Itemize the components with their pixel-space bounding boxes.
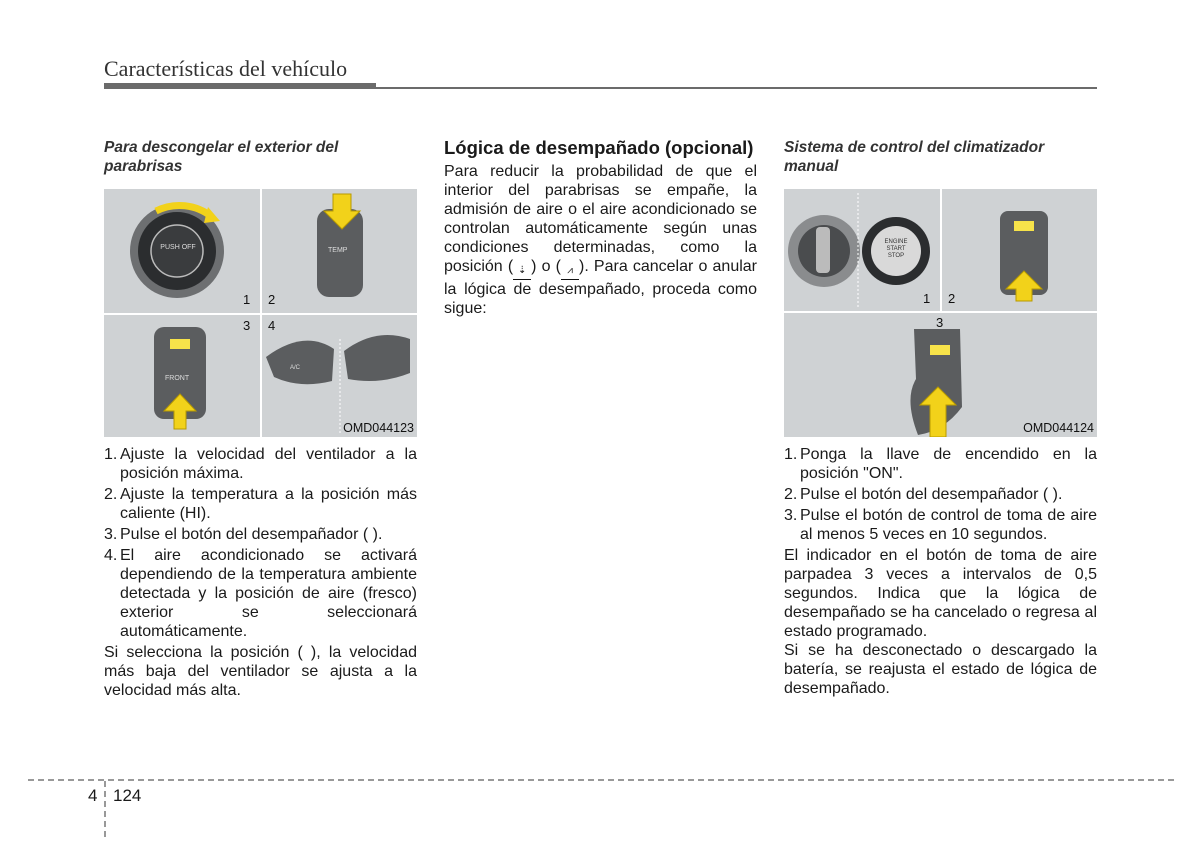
list-item: 1. Ajuste la velocidad del ventilador a la posición máxima. — [104, 446, 417, 482]
knob-label: PUSH OFF — [160, 244, 196, 251]
panel-divider — [104, 313, 417, 315]
body-paragraph: El indicador en el botón de toma de aire parpadea 3 veces a intervalos de 0,5 segundos. Indica que la lógica de desempañado se ha cancelado o regresa al estado programado. — [784, 547, 1097, 640]
panel-divider — [784, 311, 1097, 313]
front-label: FRONT — [165, 375, 190, 382]
figure-code: OMD044123 — [343, 421, 414, 435]
section-heading: Lógica de desempañado (opcional) — [444, 137, 754, 158]
body-paragraph: Si se ha desconectado o descargado la batería, se reajusta el estado de lógica de desempañado. — [784, 642, 1097, 697]
temp-label: TEMP — [328, 247, 348, 254]
climate-control-figure — [784, 189, 1097, 437]
body-paragraph: Para reducir la probabilidad de que el interior del parabrisas se empañe, la admisión de aire o el aire acondicionado se controlan automáticamente según unas condiciones determinadas, como la posición ( ⇣ ) o ( ⩘ ). Para cancelar o anular la lógica de desempañado, proceda como sigue: — [444, 163, 757, 317]
panel-number: 3 — [243, 318, 251, 333]
engine-button-label: ENGINE START STOP — [884, 239, 908, 259]
steps-list — [104, 445, 417, 641]
list-item: 1. Ponga la llave de encendido en la posición "ON". — [784, 446, 1097, 482]
list-item: 2. Ajuste la temperatura a la posición más caliente (HI). — [104, 486, 417, 522]
panel-number: 1 — [923, 291, 931, 306]
header-rule-thick — [104, 83, 376, 89]
ac-label: A/C — [290, 365, 301, 371]
floor-defrost-icon: ⇣ — [513, 265, 531, 280]
figure-code: OMD044124 — [1023, 421, 1094, 435]
column-middle — [444, 138, 757, 318]
chapter-number: 4 — [88, 786, 98, 805]
list-item: 2. Pulse el botón del desempañador ( ). — [784, 486, 1063, 503]
panel-number: 2 — [948, 291, 956, 306]
defrost-figure — [104, 189, 417, 437]
steps-list — [784, 445, 1097, 544]
defrost-front-icon: ⩘ — [561, 265, 579, 280]
list-item: 3. Pulse el botón del desempañador ( ). — [104, 526, 383, 543]
header-rule-thin — [376, 87, 1097, 89]
column-left — [104, 138, 417, 700]
column-right — [784, 138, 1097, 698]
list-item: 3. Pulse el botón de control de toma de aire al menos 5 veces en 10 segundos. — [784, 507, 1097, 543]
figure-caption: Sistema de control del climatizador manual — [784, 139, 1045, 175]
panel-divider — [940, 189, 942, 313]
page-number: 124 — [113, 786, 142, 805]
footer-rule — [28, 779, 1174, 781]
list-item: 4. El aire acondicionado se activará dependiendo de la temperatura ambiente detectada y la posición de aire (fresco) exterior se seleccionará automáticamente. — [104, 547, 417, 640]
panel-number: 2 — [268, 292, 276, 307]
panel-number: 3 — [936, 315, 944, 330]
panel-number: 1 — [243, 292, 251, 307]
footer-vertical-rule — [104, 781, 106, 837]
panel-number: 4 — [268, 318, 276, 333]
page-header-title: Características del vehículo — [104, 56, 348, 81]
note-paragraph: Si selecciona la posición ( ), la velocidad más baja del ventilador se ajusta a la velocidad más alta. — [104, 644, 417, 699]
figure-caption: Para descongelar el exterior del parabrisas — [104, 139, 339, 175]
